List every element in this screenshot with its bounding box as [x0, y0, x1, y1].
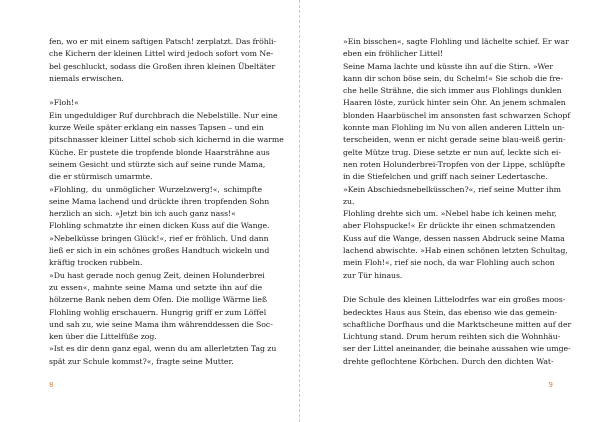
text-line: Ein ungeduldiger Ruf durchbrach die Nebelstille. Nur eine: [49, 110, 278, 120]
text-line: kurze Weile später erklang ein nasses Tapsen – und ein: [49, 123, 264, 133]
text-line: aber Flohspucke!« Er drückte ihr einen schmatzenden: [343, 221, 556, 231]
right-page: [300, 0, 600, 422]
text-line: che Kichern der kleinen Littel wird jedoch sofort vom Ne-: [49, 49, 274, 59]
text-line: che helle Strähne, die sich immer aus Flohlings dunklen: [343, 86, 562, 96]
text-line: zu essen«, mahnte seine Mama und setzte ihn auf die: [49, 282, 262, 292]
text-line: Küche. Er pustete die tropfende blonde Haarsträhne aus: [49, 147, 270, 157]
text-line: »Ein bisschen«, sagte Flohling und lächelte schief. Er war: [343, 37, 569, 46]
text-line: ser der Littel aneinander, die beinahe aussahen wie umge-: [343, 344, 571, 354]
text-line: nen roten Holunderbrei-Tropfen von der Lippe, schlüpfte: [343, 159, 566, 169]
text-line: bel geschluckt, sodass die Großen ihren kleinen Übeltäter: [49, 61, 276, 71]
text-line: pitschnasser kleiner Littel schob sich kichernd in die warme: [49, 135, 284, 145]
paragraph-gap: [343, 282, 553, 294]
text-line: hölzerne Bank neben dem Ofen. Die mollige Wärme ließ: [49, 295, 268, 305]
text-line: niemals erwischen.: [49, 73, 124, 83]
text-line: »Ist es dir denn ganz egal, wenn du am allerletzten Tag zu: [49, 344, 277, 354]
text-line: »Kein Abschiedsnebelküsschen?«, rief seine Mutter ihm: [343, 184, 561, 194]
text-line: Die Schule des kleinen Littelodrfes war ein großes moos-: [343, 295, 566, 305]
text-line: zu.: [343, 196, 355, 206]
text-line: eben ein fröhlicher Littel!: [343, 49, 444, 59]
text-line: seine Mama lachend und drückte ihren tropfenden Sohn: [49, 196, 270, 206]
text-line: Flohling schmatzte ihr einen dicken Kuss auf die Wange.: [49, 221, 270, 231]
text-line: zur Tür hinaus.: [343, 270, 403, 280]
text-line: Flohling wohlig erschauern. Hungrig griff er zum Löffel: [49, 307, 267, 317]
left-page-text: [49, 36, 284, 368]
text-line: »Flohling, du unmöglicher Wurzelzwerg!«, schimpfte: [49, 184, 262, 194]
text-line: blonden Haarbüschel im ansonsten fast schwarzen Schopf: [343, 110, 571, 120]
text-line: die er stürmisch umarmte.: [49, 172, 153, 182]
page-number-right: 9: [548, 381, 553, 389]
text-line: spät zur Schule kommst?«, fragte seine Mutter.: [49, 356, 234, 366]
text-line: bedecktes Haus aus Stein, das ebenso wie das gemein-: [343, 307, 557, 317]
text-line: fen, wo er mit einem saftigen Patsch! zerplatzt. Das fröhli-: [49, 37, 277, 46]
text-line: konnte man Flohling im Nu von allen anderen Litteln un-: [343, 123, 565, 133]
text-line: Seine Mama lachte und küsste ihn auf die Stirn. »Wer: [343, 61, 553, 71]
text-line: Flohling drehte sich um. »Nebel habe ich keinen mehr,: [343, 209, 557, 219]
text-line: schaftliche Dorfhaus und die Marktscheune mitten auf der: [343, 319, 572, 329]
text-line: herzlich an sich. »Jetzt bin ich auch ganz nass!«: [49, 209, 236, 219]
text-line: seinem Gesicht und stürzte sich auf seine runde Mama,: [49, 159, 266, 169]
text-line: »Du hast gerade noch genug Zeit, deinen Holunderbrei: [49, 270, 265, 280]
text-line: in die Stiefelchen und griff nach seiner Ledertasche.: [343, 172, 548, 182]
text-line: kann dir schon böse sein, du Schelm!« Sie schob die fre-: [343, 73, 563, 83]
text-line: lachend abwischte. »Hab einen schönen letzten Schultag,: [343, 246, 568, 256]
text-line: Lichtung stand. Drum herum reihten sich die Wohnhäu-: [343, 332, 561, 342]
text-line: ließ er sich in ein schönes großes Handtuch wickeln und: [49, 246, 270, 256]
text-line: mein Floh!«, rief sie noch, da war Flohling auch schon: [343, 258, 555, 268]
text-line: gelte Mütze trug. Diese setzte er nun auf, leckte sich ei-: [343, 147, 561, 157]
paragraph-gap: [49, 85, 262, 97]
text-line: »Nebelküsse bringen Glück!«, rief er fröhlich. Und dann: [49, 233, 269, 243]
text-line: terscheiden, wenn er nicht gerade seine blau-weiß gerin-: [343, 135, 566, 145]
text-line: ken über die Littelfüße zog.: [49, 332, 157, 342]
text-line: Haaren löste, zurück hinter sein Ohr. An jenem schmalen: [343, 98, 566, 108]
right-page-text: [343, 36, 572, 368]
page-number-left: 8: [49, 381, 54, 389]
text-line: Kuss auf die Wange, dessen nassen Abdruck seine Mama: [343, 233, 565, 243]
text-line: und sah zu, wie seine Mama ihm währenddessen die Soc-: [49, 319, 273, 329]
text-line: kräftig trocken rubbeln.: [49, 258, 143, 268]
text-line: drehte geflochtene Körbchen. Durch den dichten Wat-: [343, 356, 554, 366]
text-line: »Floh!«: [49, 98, 79, 108]
